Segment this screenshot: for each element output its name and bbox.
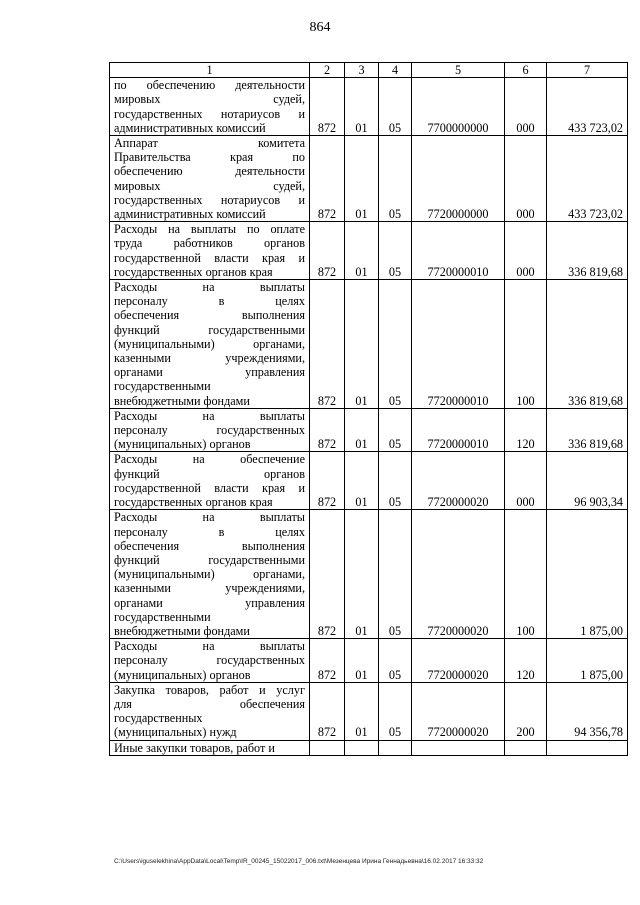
table-row-partial bbox=[110, 740, 628, 755]
header-row bbox=[110, 63, 628, 78]
column-header: 1 bbox=[110, 63, 310, 78]
row-description bbox=[110, 222, 310, 280]
amount-value: 336 819,68 bbox=[547, 280, 628, 409]
section-code: 01 bbox=[345, 639, 379, 683]
row-description bbox=[110, 740, 310, 755]
amount-value: 336 819,68 bbox=[547, 222, 628, 280]
amount-value: 94 356,78 bbox=[547, 682, 628, 740]
description-line: Закупка товаров, работ и услуг bbox=[114, 682, 305, 697]
section-code: 01 bbox=[345, 452, 379, 510]
target-article-code: 7720000010 bbox=[412, 280, 505, 409]
target-article-code: 7720000020 bbox=[412, 639, 505, 683]
description-line: (муниципальными) органами, bbox=[114, 336, 305, 351]
subsection-code: 05 bbox=[379, 639, 412, 683]
budget-table bbox=[109, 62, 628, 756]
table-row bbox=[110, 280, 628, 409]
target-article-code: 7720000020 bbox=[412, 682, 505, 740]
description-line: Расходы на выплаты по оплате bbox=[114, 222, 305, 237]
row-description bbox=[110, 78, 310, 136]
admin-code: 872 bbox=[310, 452, 345, 510]
description-line: государственными bbox=[114, 379, 211, 394]
target-article-code: 7720000010 bbox=[412, 408, 505, 452]
section-code: 01 bbox=[345, 136, 379, 222]
table-row bbox=[110, 78, 628, 136]
admin-code: 872 bbox=[310, 222, 345, 280]
expense-type-code: 100 bbox=[505, 510, 547, 639]
description-line: Расходы на выплаты bbox=[114, 280, 305, 295]
file-path-footer: C:\Users\iguselekhina\AppData\Local\Temp\IR_00245_15022017_006.txt\Мезенцева Ирина Геннадьевна\16.02.2017 16:33:32 bbox=[114, 858, 484, 865]
description-line: Аппарат комитета bbox=[114, 136, 305, 151]
table-row bbox=[110, 682, 628, 740]
section-code: 01 bbox=[345, 510, 379, 639]
description-line: органами управления bbox=[114, 365, 305, 380]
description-line: обеспечения выполнения bbox=[114, 308, 305, 323]
description-line: государственной власти края и bbox=[114, 250, 305, 265]
target-article-code: 7720000020 bbox=[412, 452, 505, 510]
description-line: государственных нотариусов и bbox=[114, 192, 305, 207]
expense-type-code: 120 bbox=[505, 408, 547, 452]
description-line: Расходы на выплаты bbox=[114, 408, 305, 423]
subsection-code: 05 bbox=[379, 452, 412, 510]
amount-value: 336 819,68 bbox=[547, 408, 628, 452]
row-description bbox=[110, 639, 310, 683]
description-line: труда работников органов bbox=[114, 236, 305, 251]
description-line: обеспечению деятельности bbox=[114, 164, 305, 179]
empty-cell bbox=[379, 740, 412, 755]
description-line: персоналу государственных bbox=[114, 653, 305, 668]
description-line: функций государственными bbox=[114, 552, 305, 567]
admin-code: 872 bbox=[310, 280, 345, 409]
expense-type-code: 000 bbox=[505, 222, 547, 280]
target-article-code: 7720000000 bbox=[412, 136, 505, 222]
admin-code: 872 bbox=[310, 408, 345, 452]
description-line: государственных органов края bbox=[114, 495, 273, 510]
table-row bbox=[110, 408, 628, 452]
description-line: мировых судей, bbox=[114, 92, 305, 107]
admin-code: 872 bbox=[310, 510, 345, 639]
description-line: Расходы на выплаты bbox=[114, 639, 305, 654]
subsection-code: 05 bbox=[379, 78, 412, 136]
row-description bbox=[110, 682, 310, 740]
row-description bbox=[110, 136, 310, 222]
table-row bbox=[110, 452, 628, 510]
description-line: казенными учреждениями, bbox=[114, 581, 305, 596]
column-header: 5 bbox=[412, 63, 505, 78]
description-line: Правительства края по bbox=[114, 150, 305, 165]
section-code: 01 bbox=[345, 408, 379, 452]
description-line: государственной власти края и bbox=[114, 480, 305, 495]
amount-value: 1 875,00 bbox=[547, 639, 628, 683]
expense-type-code: 000 bbox=[505, 452, 547, 510]
expense-type-code: 000 bbox=[505, 136, 547, 222]
description-line: (муниципальных) органов bbox=[114, 437, 251, 452]
admin-code: 872 bbox=[310, 78, 345, 136]
description-line: казенными учреждениями, bbox=[114, 351, 305, 366]
empty-cell bbox=[505, 740, 547, 755]
amount-value: 433 723,02 bbox=[547, 136, 628, 222]
subsection-code: 05 bbox=[379, 136, 412, 222]
description-line: (муниципальных) нужд bbox=[114, 725, 237, 740]
description-line: Иные закупки товаров, работ и bbox=[114, 740, 275, 755]
description-line: мировых судей, bbox=[114, 178, 305, 193]
description-line: административных комиссий bbox=[114, 207, 266, 222]
section-code: 01 bbox=[345, 78, 379, 136]
description-line: государственных bbox=[114, 711, 203, 726]
subsection-code: 05 bbox=[379, 682, 412, 740]
empty-cell bbox=[412, 740, 505, 755]
description-line: внебюджетными фондами bbox=[114, 623, 250, 638]
admin-code: 872 bbox=[310, 682, 345, 740]
description-line: Расходы на выплаты bbox=[114, 510, 305, 525]
expense-type-code: 120 bbox=[505, 639, 547, 683]
row-description bbox=[110, 280, 310, 409]
column-header: 6 bbox=[505, 63, 547, 78]
amount-value: 96 903,34 bbox=[547, 452, 628, 510]
expense-type-code: 100 bbox=[505, 280, 547, 409]
description-line: (муниципальных) органов bbox=[114, 667, 251, 682]
description-line: Расходы на обеспечение bbox=[114, 452, 305, 467]
column-header: 4 bbox=[379, 63, 412, 78]
description-line: государственных органов края bbox=[114, 264, 273, 279]
description-line: по обеспечению деятельности bbox=[114, 78, 305, 93]
amount-value: 433 723,02 bbox=[547, 78, 628, 136]
target-article-code: 7720000010 bbox=[412, 222, 505, 280]
section-code: 01 bbox=[345, 682, 379, 740]
description-line: для обеспечения bbox=[114, 696, 305, 711]
page-number: 864 bbox=[309, 20, 331, 35]
row-description bbox=[110, 452, 310, 510]
row-description bbox=[110, 408, 310, 452]
description-line: государственных нотариусов и bbox=[114, 106, 305, 121]
column-header: 2 bbox=[310, 63, 345, 78]
column-header: 3 bbox=[345, 63, 379, 78]
description-line: персоналу в целях bbox=[114, 294, 305, 309]
table-row bbox=[110, 510, 628, 639]
description-line: персоналу государственных bbox=[114, 423, 305, 438]
row-description bbox=[110, 510, 310, 639]
table-row bbox=[110, 222, 628, 280]
description-line: государственными bbox=[114, 609, 211, 624]
description-line: функций органов bbox=[114, 466, 305, 481]
expense-type-code: 000 bbox=[505, 78, 547, 136]
subsection-code: 05 bbox=[379, 510, 412, 639]
target-article-code: 7700000000 bbox=[412, 78, 505, 136]
description-line: функций государственными bbox=[114, 322, 305, 337]
expense-type-code: 200 bbox=[505, 682, 547, 740]
description-line: административных комиссий bbox=[114, 120, 266, 135]
table-row bbox=[110, 136, 628, 222]
subsection-code: 05 bbox=[379, 408, 412, 452]
description-line: (муниципальными) органами, bbox=[114, 567, 305, 582]
empty-cell bbox=[345, 740, 379, 755]
section-code: 01 bbox=[345, 222, 379, 280]
description-line: внебюджетными фондами bbox=[114, 393, 250, 408]
description-line: персоналу в целях bbox=[114, 524, 305, 539]
admin-code: 872 bbox=[310, 136, 345, 222]
subsection-code: 05 bbox=[379, 222, 412, 280]
empty-cell bbox=[547, 740, 628, 755]
table-row bbox=[110, 639, 628, 683]
section-code: 01 bbox=[345, 280, 379, 409]
amount-value: 1 875,00 bbox=[547, 510, 628, 639]
subsection-code: 05 bbox=[379, 280, 412, 409]
description-line: обеспечения выполнения bbox=[114, 538, 305, 553]
column-header: 7 bbox=[547, 63, 628, 78]
target-article-code: 7720000020 bbox=[412, 510, 505, 639]
description-line: органами управления bbox=[114, 595, 305, 610]
admin-code: 872 bbox=[310, 639, 345, 683]
empty-cell bbox=[310, 740, 345, 755]
